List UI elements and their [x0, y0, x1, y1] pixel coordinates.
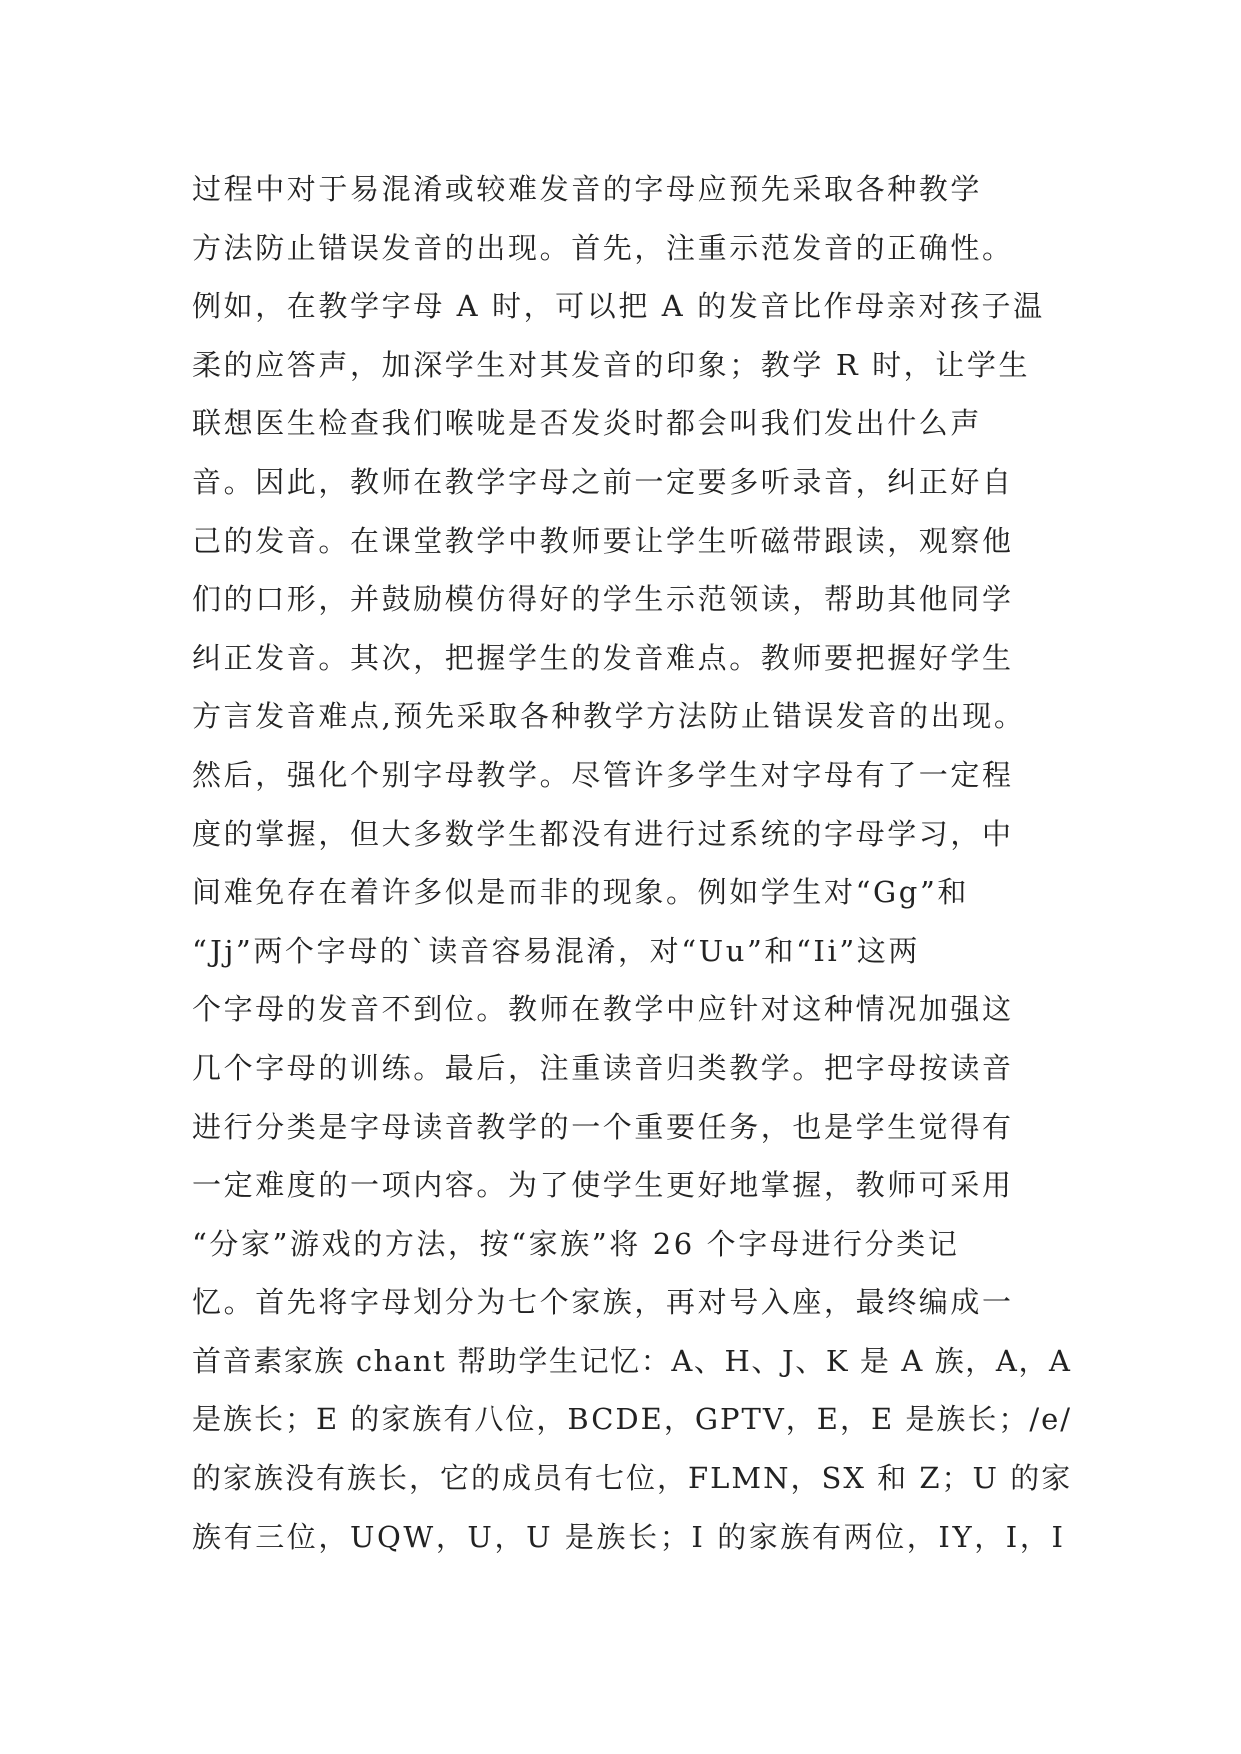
text-line: 然后，强化个别字母教学。尽管许多学生对字母有了一定程	[192, 757, 1014, 792]
text-line: 进行分类是字母读音教学的一个重要任务，也是学生觉得有	[192, 1109, 1014, 1144]
text-line: 们的口形，并鼓励模仿得好的学生示范领读，帮助其他同学	[192, 582, 1014, 617]
text-line: 的家族没有族长，它的成员有七位，FLMN，SX 和 Z；U 的家	[192, 1461, 1073, 1496]
text-line: 过程中对于易混淆或较难发音的字母应预先采取各种教学	[192, 172, 983, 206]
text-line: 音。因此，教师在教学字母之前一定要多听录音，纠正好自	[192, 464, 1014, 499]
text-line: 例如，在教学字母 A 时，可以把 A 的发音比作母亲对孩子温	[192, 289, 1045, 324]
text-line: 首音素家族 chant 帮助学生记忆：A、H、J、K 是 A 族，A，A	[192, 1343, 1072, 1378]
text-line: 度的掌握，但大多数学生都没有进行过系统的字母学习，中	[192, 816, 1014, 851]
text-line: 几个字母的训练。最后，注重读音归类教学。把字母按读音	[192, 1050, 1014, 1085]
text-line: 方法防止错误发音的出现。首先，注重示范发音的正确性。	[192, 230, 1014, 265]
text-line: “Jj”两个字母的`读音容易混淆，对“Uu”和“Ii”这两	[192, 933, 920, 968]
text-line: 柔的应答声，加深学生对其发音的印象；教学 R 时，让学生	[192, 347, 1031, 382]
text-line: 间难免存在着许多似是而非的现象。例如学生对“Gg”和	[192, 875, 969, 910]
text-line: 联想医生检查我们喉咙是否发炎时都会叫我们发出什么声	[192, 406, 983, 441]
body-text	[192, 160, 1072, 1566]
text-line: 个字母的发音不到位。教师在教学中应针对这种情况加强这	[192, 992, 1014, 1027]
text-line: 族有三位，UQW，U，U 是族长；I 的家族有两位，IY，I，I	[192, 1519, 1066, 1554]
text-line: 纠正发音。其次，把握学生的发音难点。教师要把握好学生	[192, 640, 1014, 675]
text-line: 方言发音难点,预先采取各种教学方法防止错误发音的出现。	[192, 699, 1026, 734]
text-line: 一定难度的一项内容。为了使学生更好地掌握，教师可采用	[192, 1168, 1014, 1203]
text-line: 忆。首先将字母划分为七个家族，再对号入座，最终编成一	[192, 1285, 1014, 1320]
text-line: 是族长；E 的家族有八位，BCDE，GPTV，E，E 是族长；/e/	[192, 1402, 1073, 1437]
text-line: 己的发音。在课堂教学中教师要让学生听磁带跟读，观察他	[192, 523, 1014, 558]
text-line: “分家”游戏的方法，按“家族”将 26 个字母进行分类记	[192, 1226, 960, 1261]
